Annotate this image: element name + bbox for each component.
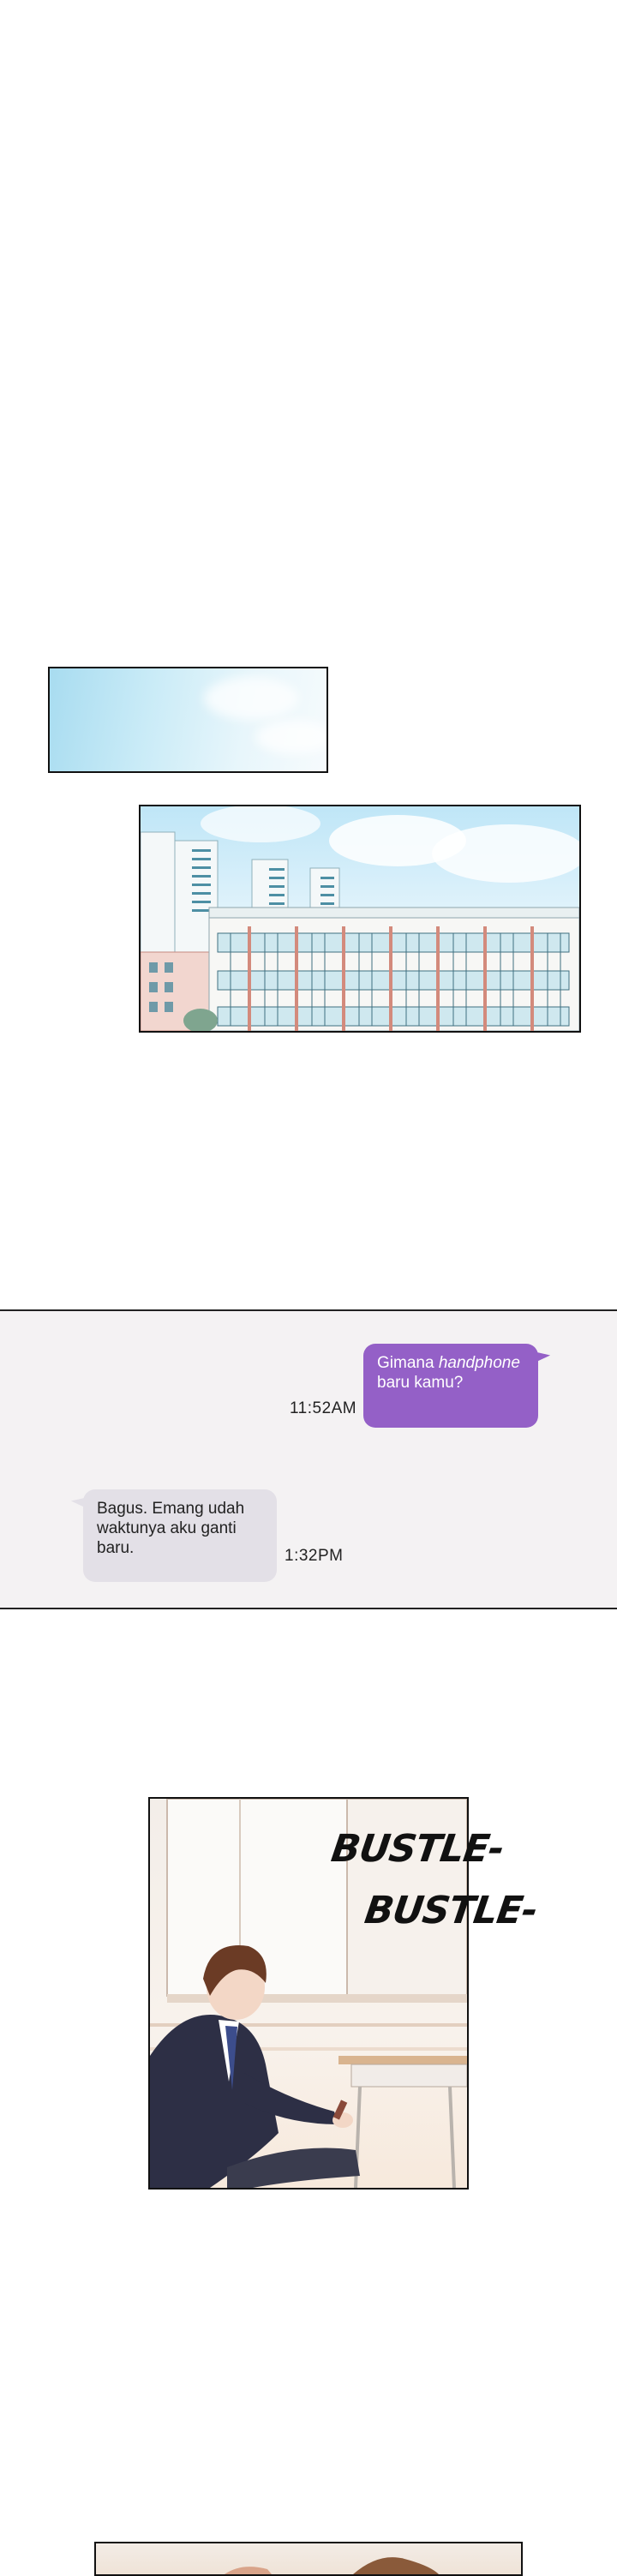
outgoing-message-text-end: baru kamu? xyxy=(377,1373,464,1392)
school-building-panel xyxy=(139,805,581,1033)
outgoing-message-bubble xyxy=(363,1344,538,1428)
outgoing-message-italic: handphone xyxy=(438,1354,520,1372)
chat-screen xyxy=(0,1309,617,1609)
incoming-message-bubble xyxy=(83,1489,277,1582)
bottom-illustration xyxy=(96,2543,521,2574)
sky-panel xyxy=(48,667,328,773)
outgoing-timestamp: 11:52AM xyxy=(290,1399,357,1417)
cloud xyxy=(204,677,298,720)
cloud xyxy=(255,720,328,754)
sound-effect-bustle-1: BUSTLE- xyxy=(328,1827,506,1871)
sound-effect-bustle-2: BUSTLE- xyxy=(362,1889,540,1932)
incoming-message-text: Bagus. Emang udah waktunya aku ganti baru. xyxy=(97,1500,245,1557)
bottom-panel xyxy=(94,2542,523,2576)
incoming-timestamp: 1:32PM xyxy=(285,1547,344,1565)
school-illustration xyxy=(141,806,579,1031)
outgoing-message-text: Gimana xyxy=(377,1354,439,1372)
